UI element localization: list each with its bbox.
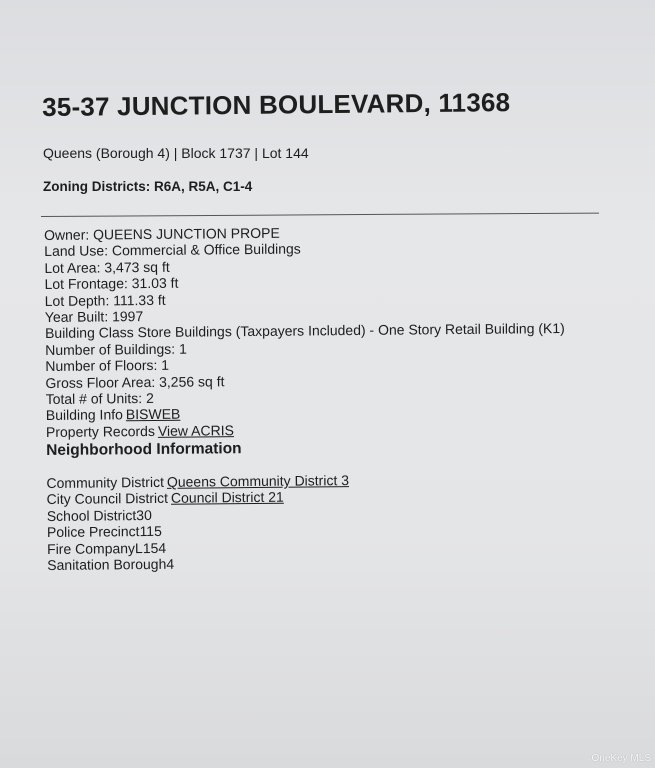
num-buildings-line: Number of Buildings: 1	[45, 340, 187, 358]
school-district-line: School District30	[46, 506, 152, 524]
lot-frontage-line: Lot Frontage: 31.03 ft	[44, 274, 179, 293]
owner-line: Owner: QUEENS JUNCTION PROPE	[44, 224, 280, 243]
property-details	[44, 221, 647, 573]
community-district-label: Community District	[46, 473, 164, 492]
view-acris-link[interactable]: View ACRIS	[157, 421, 234, 439]
property-records-label: Property Records	[45, 422, 155, 440]
lot-area-line: Lot Area: 3,473 sq ft	[44, 258, 170, 276]
sanitation-line: Sanitation Borough4	[47, 555, 175, 574]
fire-company-line: Fire CompanyL154	[47, 539, 167, 557]
divider-line	[41, 213, 599, 217]
community-district-link[interactable]: Queens Community District 3	[166, 472, 350, 490]
total-units-line: Total # of Units: 2	[45, 389, 154, 407]
council-district-link[interactable]: Council District 21	[170, 489, 284, 507]
neighborhood-heading: Neighborhood Information	[46, 440, 242, 460]
police-precinct-line: Police Precinct115	[46, 523, 162, 541]
lot-depth-line: Lot Depth: 111.33 ft	[44, 291, 166, 309]
borough-block-lot: Queens (Borough 4) | Block 1737 | Lot 144	[43, 145, 309, 161]
land-use-line: Land Use: Commercial & Office Buildings	[44, 240, 301, 260]
gross-floor-area-line: Gross Floor Area: 3,256 sq ft	[45, 372, 225, 391]
bisweb-link[interactable]: BISWEB	[125, 405, 181, 423]
zoning-districts: Zoning Districts: R6A, R5A, C1-4	[43, 179, 253, 194]
building-class-line: Building Class Store Buildings (Taxpayers Included) - One Story Retail Building (K1)	[44, 320, 565, 342]
num-floors-line: Number of Floors: 1	[45, 356, 170, 375]
city-council-label: City Council District	[46, 490, 169, 508]
mls-watermark: OneKey MLS	[591, 753, 651, 764]
page-title: 35-37 JUNCTION BOULEVARD, 11368	[42, 87, 511, 122]
building-info-label: Building Info	[45, 406, 123, 424]
year-built-line: Year Built: 1997	[44, 308, 144, 325]
